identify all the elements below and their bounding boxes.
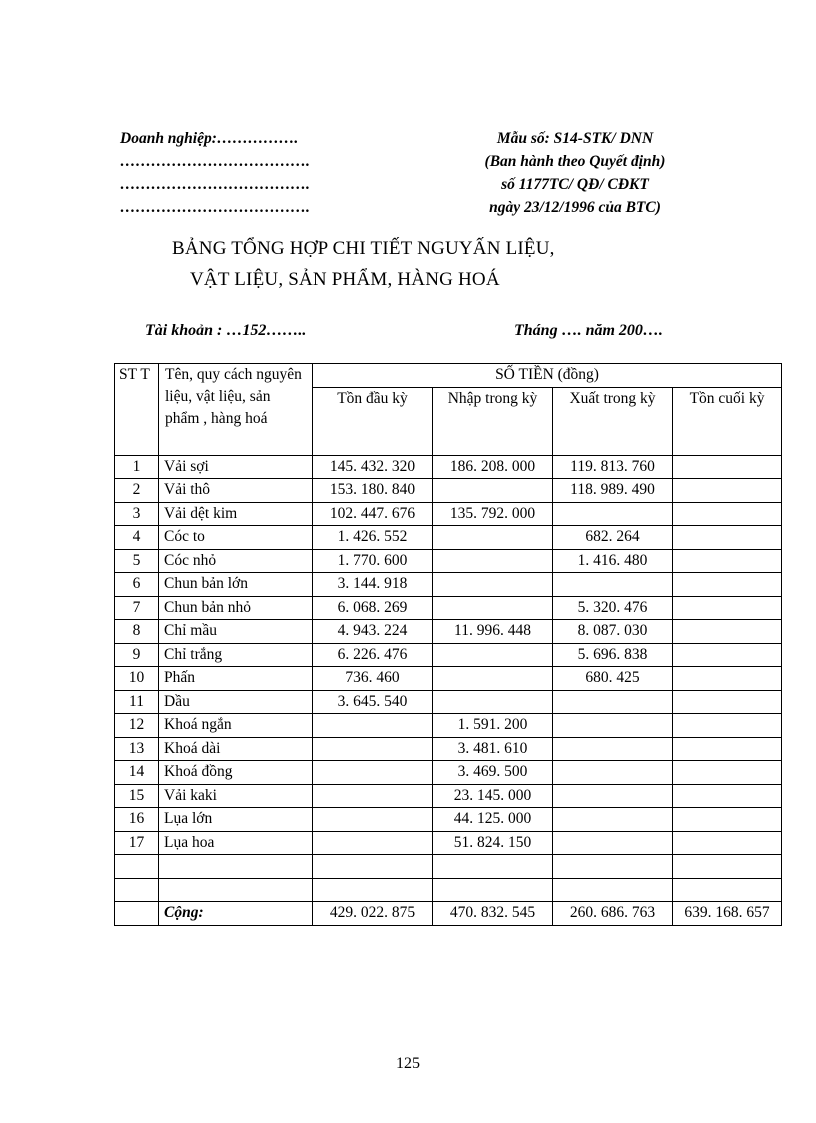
row-opening: 3. 645. 540 — [313, 690, 433, 714]
row-opening — [313, 831, 433, 855]
row-export: 119. 813. 760 — [553, 455, 673, 479]
title-line-2: VẬT LIỆU, SẢN PHẨM, HÀNG HOÁ — [190, 269, 500, 290]
table-row — [115, 526, 782, 550]
row-stt: 17 — [115, 831, 159, 855]
row-closing — [673, 643, 782, 667]
table-row — [115, 502, 782, 526]
row-name: Vải thô — [159, 479, 313, 503]
row-opening: 736. 460 — [313, 667, 433, 691]
row-stt: 6 — [115, 573, 159, 597]
row-name: Khoá đồng — [159, 761, 313, 785]
row-import: 1. 591. 200 — [433, 714, 553, 738]
row-export: 682. 264 — [553, 526, 673, 550]
row-closing — [673, 761, 782, 785]
col-header-import: Nhập trong kỳ — [433, 387, 553, 455]
row-import — [433, 526, 553, 550]
title-line-1: BẢNG TỔNG HỢP CHI TIẾT NGUYẤN LIỆU, — [172, 238, 555, 259]
row-stt: 15 — [115, 784, 159, 808]
row-stt: 7 — [115, 596, 159, 620]
row-import — [433, 573, 553, 597]
row-closing — [673, 549, 782, 573]
row-stt: 8 — [115, 620, 159, 644]
row-opening — [313, 737, 433, 761]
total-row — [115, 902, 782, 926]
row-opening: 1. 426. 552 — [313, 526, 433, 550]
row-name: Vải kaki — [159, 784, 313, 808]
row-import: 51. 824. 150 — [433, 831, 553, 855]
table-row — [115, 855, 782, 879]
row-name: Khoá dài — [159, 737, 313, 761]
row-opening: 145. 432. 320 — [313, 455, 433, 479]
table-row — [115, 714, 782, 738]
table-row — [115, 808, 782, 832]
row-import — [433, 878, 553, 902]
row-opening: 3. 144. 918 — [313, 573, 433, 597]
col-header-closing: Tồn cuối kỳ — [673, 387, 782, 455]
row-closing — [673, 526, 782, 550]
row-name: Lụa hoa — [159, 831, 313, 855]
row-name: Chỉ trắng — [159, 643, 313, 667]
decision-date: ngày 23/12/1996 của BTC) — [489, 199, 661, 216]
table-row — [115, 455, 782, 479]
document-title — [0, 233, 816, 295]
row-stt: 4 — [115, 526, 159, 550]
row-import — [433, 690, 553, 714]
row-stt: 10 — [115, 667, 159, 691]
row-import — [433, 549, 553, 573]
row-stt: 1 — [115, 455, 159, 479]
row-stt: 12 — [115, 714, 159, 738]
row-export — [553, 502, 673, 526]
row-import — [433, 596, 553, 620]
total-export: 260. 686. 763 — [553, 902, 673, 926]
row-export — [553, 784, 673, 808]
row-import: 135. 792. 000 — [433, 502, 553, 526]
row-closing — [673, 620, 782, 644]
row-name: Cóc nhỏ — [159, 549, 313, 573]
row-stt: 9 — [115, 643, 159, 667]
company-dots-2: ………………………………. — [120, 176, 310, 193]
row-opening — [313, 761, 433, 785]
row-closing — [673, 667, 782, 691]
row-stt: 3 — [115, 502, 159, 526]
table-row — [115, 549, 782, 573]
row-export: 680. 425 — [553, 667, 673, 691]
row-stt: 11 — [115, 690, 159, 714]
row-closing — [673, 831, 782, 855]
table-row — [115, 479, 782, 503]
row-name: Chun bản nhỏ — [159, 596, 313, 620]
row-closing — [673, 784, 782, 808]
row-closing — [673, 714, 782, 738]
table-row — [115, 596, 782, 620]
row-export — [553, 855, 673, 879]
row-closing — [673, 737, 782, 761]
decision-number: số 1177TC/ QĐ/ CĐKT — [501, 176, 649, 193]
row-opening — [313, 855, 433, 879]
summary-table — [114, 363, 782, 926]
table-row — [115, 573, 782, 597]
period-label: Tháng …. năm 200…. — [514, 322, 663, 339]
row-stt: 2 — [115, 479, 159, 503]
row-closing — [673, 878, 782, 902]
form-info-header — [450, 127, 700, 219]
row-opening: 6. 226. 476 — [313, 643, 433, 667]
total-closing: 639. 168. 657 — [673, 902, 782, 926]
row-opening — [313, 714, 433, 738]
row-stt — [115, 878, 159, 902]
row-name — [159, 878, 313, 902]
company-label: Doanh nghiệp:……………. — [120, 130, 299, 147]
col-header-export: Xuất trong kỳ — [553, 387, 673, 455]
table-row — [115, 643, 782, 667]
row-stt: 14 — [115, 761, 159, 785]
total-stt-cell — [115, 902, 159, 926]
row-import: 3. 481. 610 — [433, 737, 553, 761]
row-export: 5. 320. 476 — [553, 596, 673, 620]
row-import: 3. 469. 500 — [433, 761, 553, 785]
row-export — [553, 690, 673, 714]
row-opening: 102. 447. 676 — [313, 502, 433, 526]
table-row — [115, 878, 782, 902]
row-export: 8. 087. 030 — [553, 620, 673, 644]
row-name: Phấn — [159, 667, 313, 691]
row-export: 1. 416. 480 — [553, 549, 673, 573]
row-name: Lụa lớn — [159, 808, 313, 832]
total-label: Cộng: — [159, 902, 313, 926]
row-name — [159, 855, 313, 879]
issued-by: (Ban hành theo Quyết định) — [484, 153, 666, 170]
row-opening: 4. 943. 224 — [313, 620, 433, 644]
row-closing — [673, 502, 782, 526]
total-opening: 429. 022. 875 — [313, 902, 433, 926]
table-row — [115, 784, 782, 808]
table-row — [115, 831, 782, 855]
row-stt: 16 — [115, 808, 159, 832]
row-opening: 1. 770. 600 — [313, 549, 433, 573]
row-export — [553, 737, 673, 761]
row-opening — [313, 878, 433, 902]
col-header-opening: Tồn đầu kỳ — [313, 387, 433, 455]
row-export — [553, 573, 673, 597]
row-name: Dầu — [159, 690, 313, 714]
row-name: Chun bản lớn — [159, 573, 313, 597]
row-export — [553, 831, 673, 855]
row-name: Vải dệt kim — [159, 502, 313, 526]
stt-header: ST T — [115, 364, 159, 456]
row-closing — [673, 808, 782, 832]
row-closing — [673, 855, 782, 879]
row-opening — [313, 784, 433, 808]
money-header: SỐ TIỀN (đồng) — [313, 364, 782, 388]
row-closing — [673, 690, 782, 714]
row-name: Chỉ mầu — [159, 620, 313, 644]
row-export: 5. 696. 838 — [553, 643, 673, 667]
row-opening: 153. 180. 840 — [313, 479, 433, 503]
row-stt: 13 — [115, 737, 159, 761]
total-import: 470. 832. 545 — [433, 902, 553, 926]
row-export — [553, 878, 673, 902]
row-closing — [673, 479, 782, 503]
row-import: 44. 125. 000 — [433, 808, 553, 832]
company-dots-1: ………………………………. — [120, 153, 310, 170]
form-number: Mẫu số: S14-STK/ DNN — [496, 130, 654, 147]
row-import: 23. 145. 000 — [433, 784, 553, 808]
table-body — [115, 455, 782, 902]
row-import: 11. 996. 448 — [433, 620, 553, 644]
company-dots-3: ………………………………. — [120, 199, 310, 216]
row-export — [553, 808, 673, 832]
table-row — [115, 761, 782, 785]
table-row — [115, 690, 782, 714]
row-export — [553, 761, 673, 785]
row-export: 118. 989. 490 — [553, 479, 673, 503]
row-opening: 6. 068. 269 — [313, 596, 433, 620]
row-import — [433, 855, 553, 879]
row-export — [553, 714, 673, 738]
row-import — [433, 479, 553, 503]
row-name: Cóc to — [159, 526, 313, 550]
table-row — [115, 737, 782, 761]
row-import: 186. 208. 000 — [433, 455, 553, 479]
row-stt: 5 — [115, 549, 159, 573]
row-import — [433, 643, 553, 667]
page-number: 125 — [396, 1055, 420, 1072]
row-stt — [115, 855, 159, 879]
name-header: Tên, quy cách nguyên liệu, vật liệu, sản phẩm , hàng hoá — [159, 364, 313, 456]
table-row — [115, 667, 782, 691]
row-opening — [313, 808, 433, 832]
company-header — [120, 127, 360, 219]
row-closing — [673, 455, 782, 479]
row-closing — [673, 573, 782, 597]
row-name: Vải sợi — [159, 455, 313, 479]
account-label: Tài khoản : …152…….. — [145, 322, 307, 339]
row-closing — [673, 596, 782, 620]
row-name: Khoá ngắn — [159, 714, 313, 738]
row-import — [433, 667, 553, 691]
table-row — [115, 620, 782, 644]
